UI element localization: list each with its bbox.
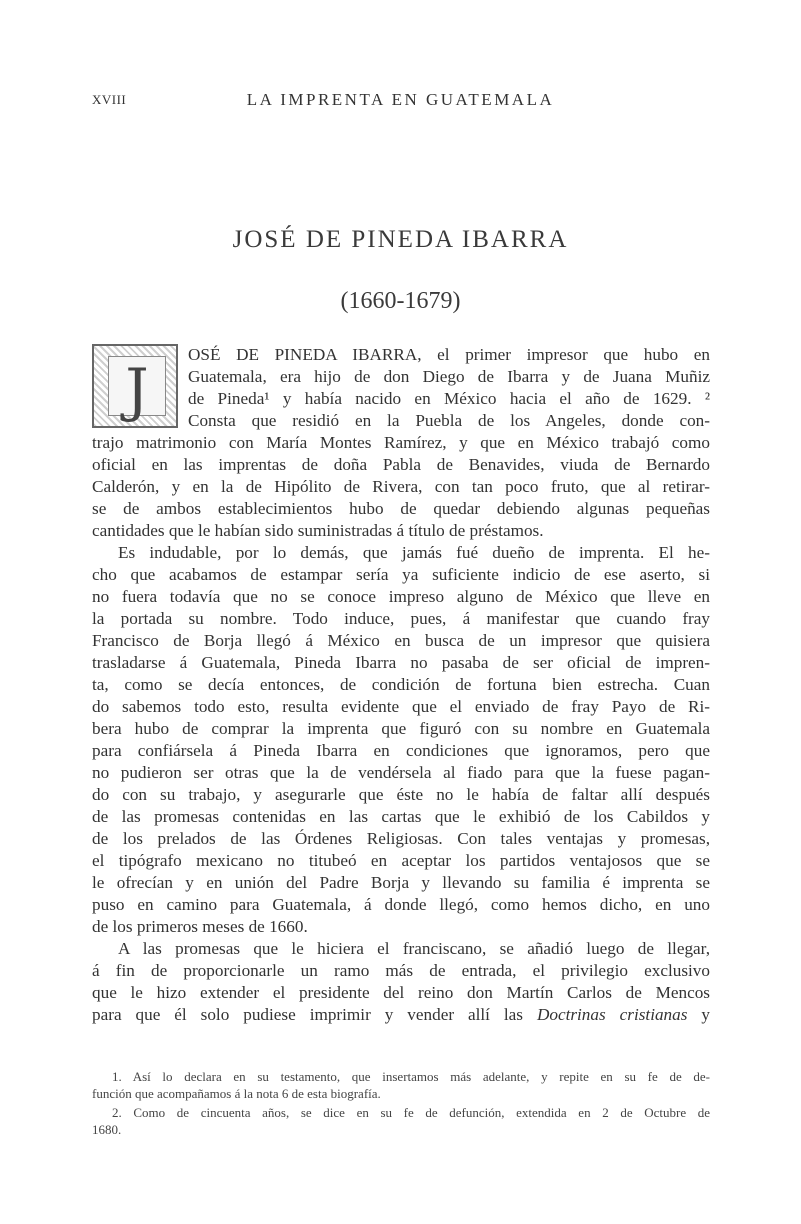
- running-title: LA IMPRENTA EN GUATEMALA: [246, 90, 555, 109]
- text-line: la portada su nombre. Todo induce, pues, á manifestar que cuando fray: [92, 609, 710, 628]
- text-run: para que él solo pudiese imprimir y vender allí las: [92, 1005, 537, 1024]
- text-line: cho que acabamos de estampar sería ya suficiente indicio de ese aserto, si: [92, 565, 710, 584]
- initial-letter: J: [125, 356, 149, 424]
- text-line: trasladarse á Guatemala, Pineda Ibarra no pasaba de ser oficial de impren-: [92, 653, 710, 672]
- text-line: el tipógrafo mexicano no titubeó en aceptar los partidos ventajosos que se: [92, 851, 710, 870]
- text-line: do sabemos todo esto, resulta evidente que el enviado de fray Payo de Ri-: [92, 697, 710, 716]
- text-line: de las promesas contenidas en las cartas que le exhibió de los Cabildos y: [92, 807, 710, 826]
- text-line: ta, como se decía entonces, de condición de fortuna bien estrecha. Cuan: [92, 675, 710, 694]
- text-line: se de ambos establecimientos hubo de quedar debiendo algunas pequeñas: [92, 499, 710, 518]
- text-line: oficial en las imprentas de doña Pabla de Benavides, viuda de Bernardo: [92, 455, 710, 474]
- text-line: puso en camino para Guatemala, á donde llegó, como hemos dicho, en uno: [92, 895, 710, 914]
- text-line: [92, 1004, 710, 1026]
- text-line: OSÉ DE PINEDA IBARRA, el primer impresor que hubo en: [188, 345, 710, 364]
- text-line: de Pineda¹ y había nacido en México hacia el año de 1629. ²: [188, 389, 710, 408]
- chapter-title: JOSÉ DE PINEDA IBARRA: [232, 226, 569, 253]
- text-line: A las promesas que le hiciera el franciscano, se añadió luego de llegar,: [118, 939, 710, 958]
- initial-frame: [108, 356, 166, 424]
- text-line: de los prelados de las Órdenes Religiosas. Con tales ventajas y promesas,: [92, 829, 710, 848]
- text-line: á fin de proporcionarle un ramo más de entrada, el privilegio exclusivo: [92, 961, 710, 980]
- text-line: no fuera todavía que no se conoce impreso alguno de México que lleve en: [92, 587, 710, 606]
- text-line: no pudieron ser otras que la de vendérsela al fiado para que la fuese pagan-: [92, 763, 710, 782]
- text-line: cantidades que le habían sido suministradas á título de préstamos.: [92, 521, 544, 540]
- page-number: XVIII: [92, 92, 127, 107]
- text-run: y: [687, 1005, 710, 1024]
- text-line: trajo matrimonio con María Montes Ramírez, y que en México trabajó como: [92, 433, 710, 452]
- running-head: [0, 90, 801, 110]
- text-line: le ofrecían y en unión del Padre Borja y llevando su familia é imprenta se: [92, 873, 710, 892]
- italic-title: Doctrinas cristianas: [536, 1005, 688, 1024]
- ornamental-initial: [92, 344, 178, 428]
- footnote-line: 1. Así lo declara en su testamento, que insertamos más adelante, y repite en su fe de de-: [112, 1069, 710, 1084]
- footnote-line: 2. Como de cincuenta años, se dice en su fe de defunción, extendida en 2 de Octubre de: [112, 1105, 710, 1120]
- text-line: de los primeros meses de 1660.: [92, 917, 308, 936]
- text-line: Calderón, y en la de Hipólito de Rivera, con tan poco fruto, que al retirar-: [92, 477, 710, 496]
- text-line: para confiársela á Pineda Ibarra en condiciones que ignoramos, pero que: [92, 741, 710, 760]
- text-line: do con su trabajo, y asegurarle que éste no le había de faltar allí después: [92, 785, 710, 804]
- footnote-line: función que acompañamos á la nota 6 de esta biografía.: [92, 1086, 381, 1101]
- text-line: bera hubo de comprar la imprenta que figuró con su nombre en Guatemala: [92, 719, 710, 738]
- text-line: que le hizo extender el presidente del reino don Martín Carlos de Mencos: [92, 983, 710, 1002]
- text-line: Consta que residió en la Puebla de los Angeles, donde con-: [188, 411, 710, 430]
- text-line: Guatemala, era hijo de don Diego de Ibarra y de Juana Muñiz: [188, 367, 710, 386]
- chapter-dates: (1660-1679): [340, 288, 461, 314]
- footnote-line: 1680.: [92, 1122, 122, 1137]
- text-line: Francisco de Borja llegó á México en busca de un impresor que quisiera: [92, 631, 710, 650]
- text-line: Es indudable, por lo demás, que jamás fué dueño de imprenta. El he-: [118, 543, 710, 562]
